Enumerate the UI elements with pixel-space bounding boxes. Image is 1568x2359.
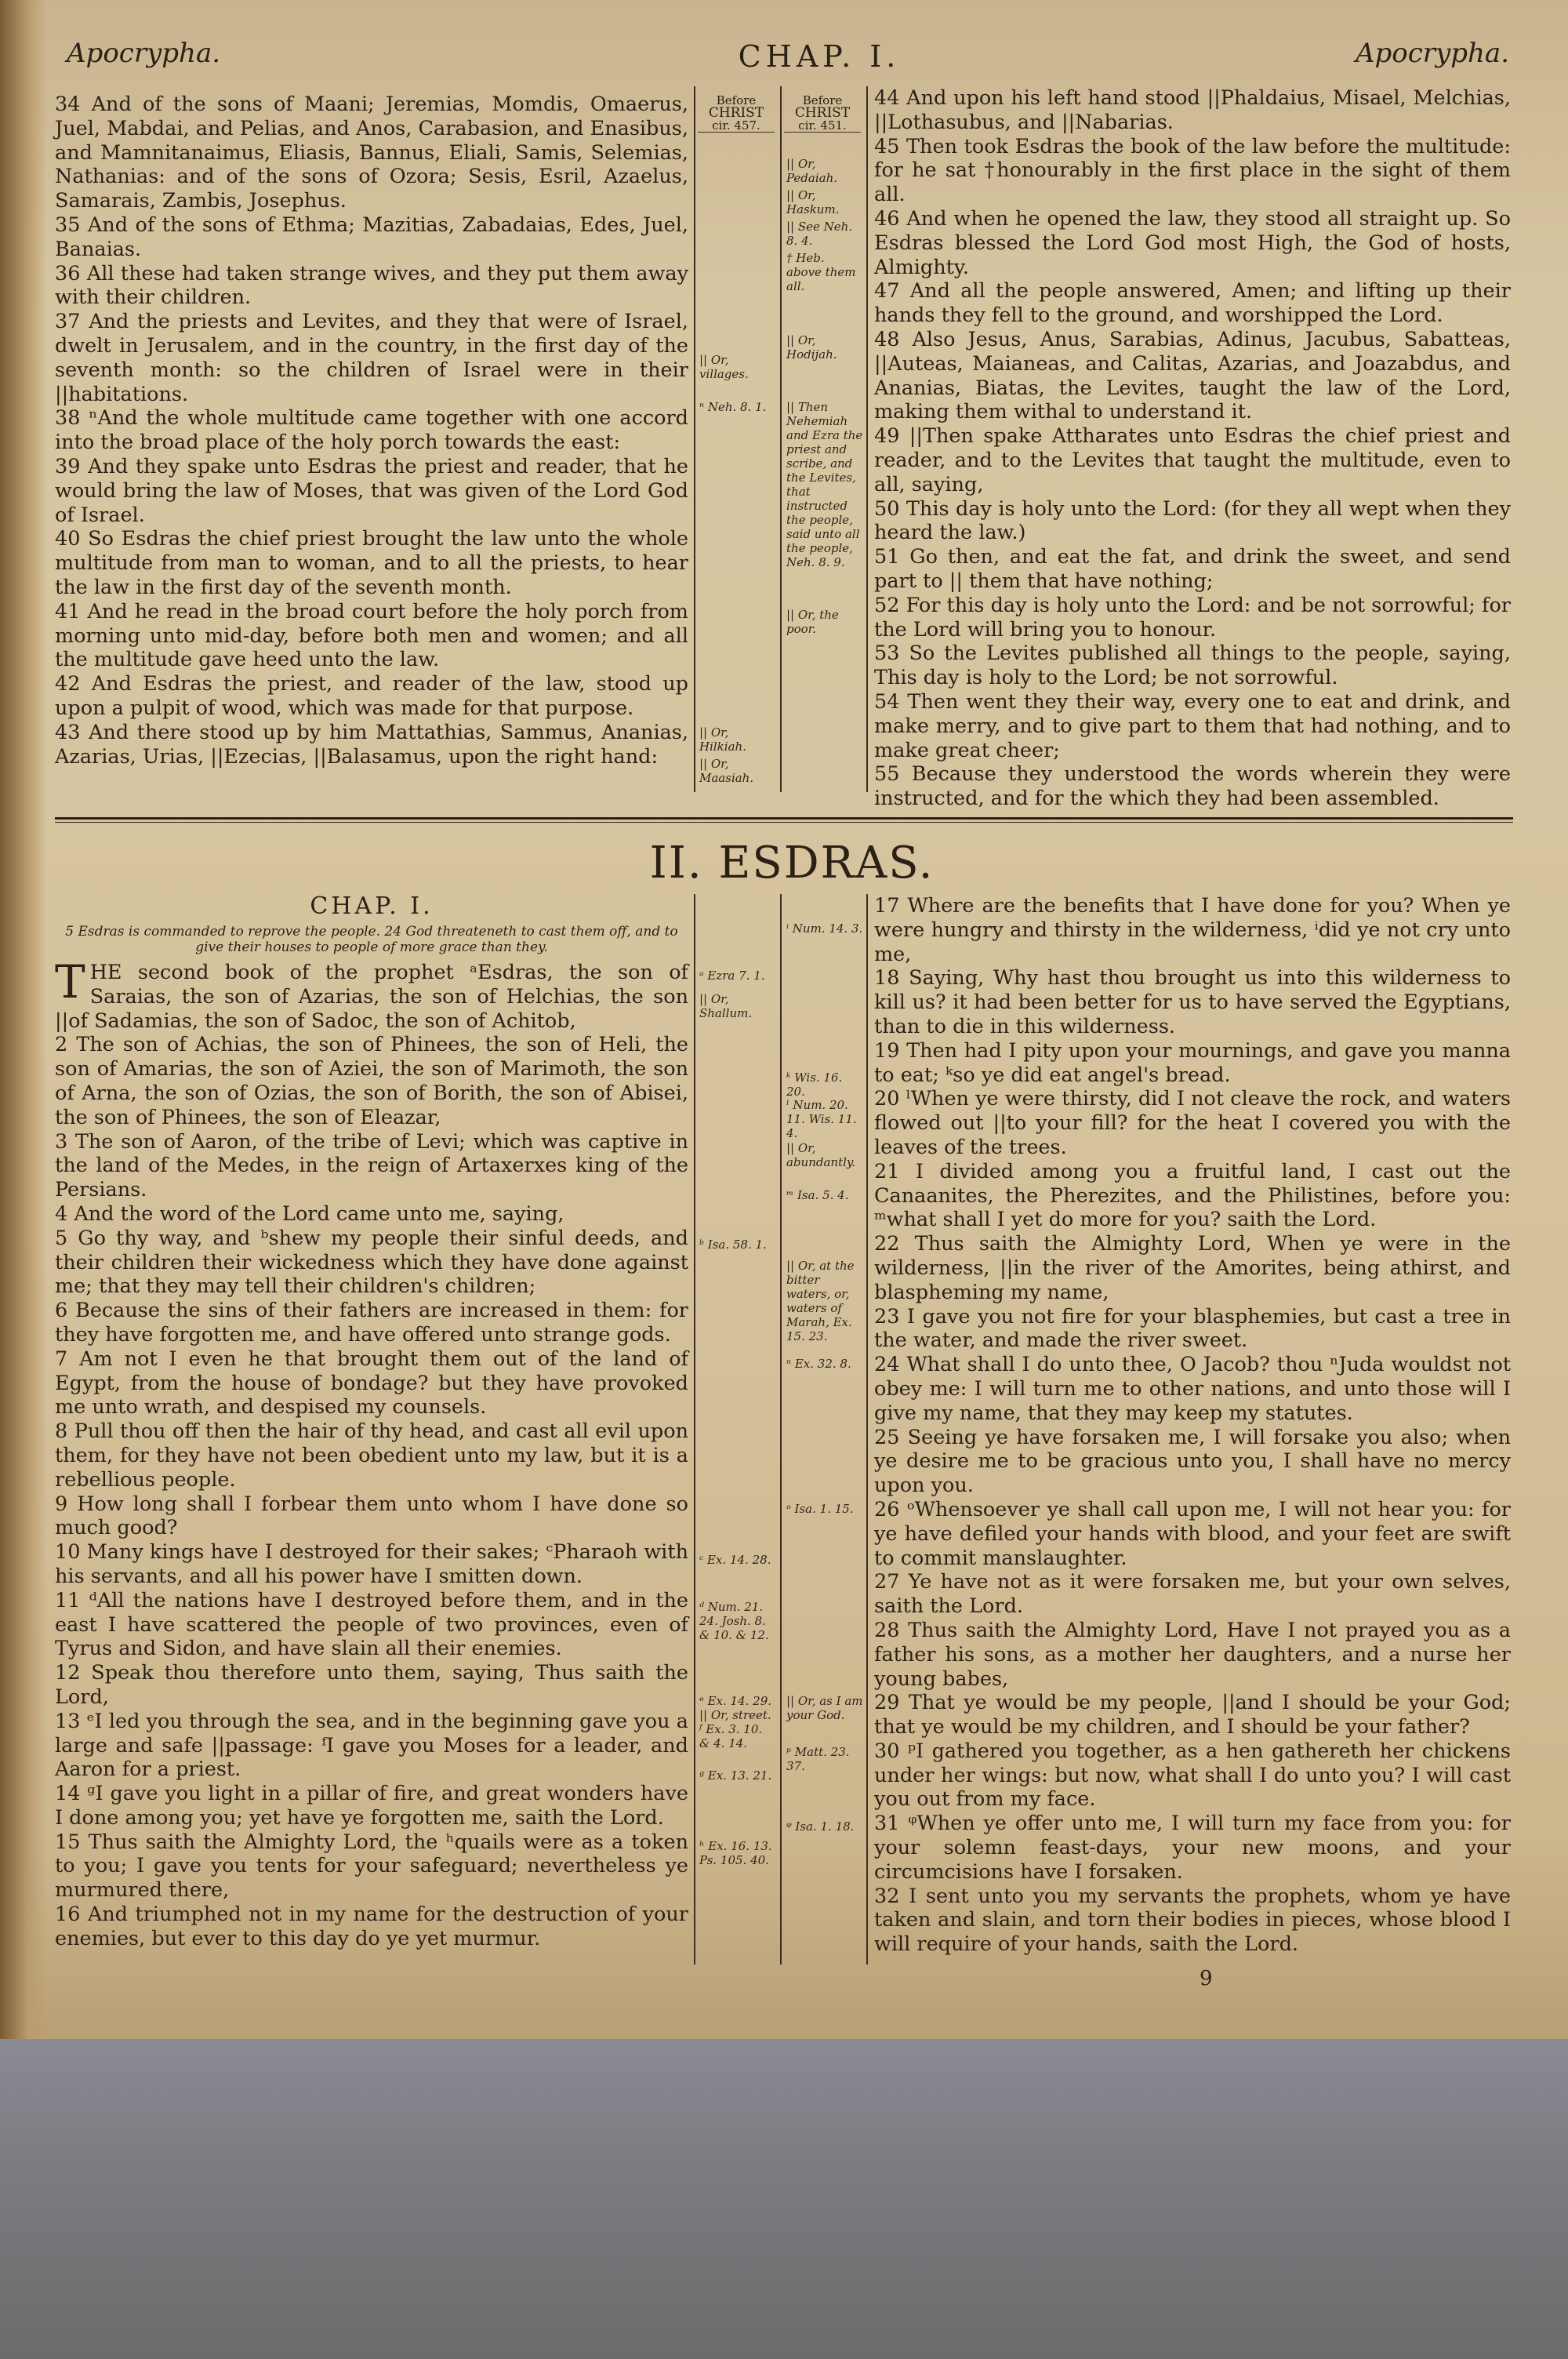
verse: 7 Am not I even he that brought them out of the land of Egypt, from the house of bondage? but they have provoked me unto wrath, and despised my counsels. xyxy=(55,1347,688,1419)
verse: 3 The son of Aaron, of the tribe of Levi; which was captive in the land of the Medes, in the reign of Artaxerxes king of the Persians. xyxy=(55,1129,688,1202)
column-rule xyxy=(866,86,868,792)
verse: 6 Because the sins of their fathers are increased in them: for they have forgotten me, and have offered unto strange gods. xyxy=(55,1299,688,1347)
verse: 4 And the word of the Lord came unto me, saying, xyxy=(55,1201,564,1226)
margin-note: ᵒ Isa. 1. 15. xyxy=(786,1502,854,1516)
section-divider xyxy=(55,822,1513,823)
verse: 18 Saying, Why hast thou brought us into this wilderness to kill us? it had been better for us to have served the Egyptians, than to die in this wilderness. xyxy=(874,966,1511,1038)
background-surface xyxy=(0,2039,1568,2359)
column-rule xyxy=(780,86,782,792)
margin-note: ⁿ Neh. 8. 1. xyxy=(699,400,767,414)
margin-note: || Then Nehemiah and Ezra the priest and scribe, and the Levites, that instructed the people, said unto all the people, Neh. 8. 9. xyxy=(786,400,863,569)
verse: 49 ||Then spake Attharates unto Esdras the chief priest and reader, and to the Levites that taught the multitude, even to all, saying, xyxy=(874,424,1511,496)
margin-note: ᵖ Matt. 23. 37. xyxy=(786,1745,850,1773)
verse: 8 Pull thou off then the hair of thy head, and cast all evil upon them, for they have not been obedient unto my law, but it is a rebellious people. xyxy=(55,1419,688,1492)
margin-note: ⁱ Num. 14. 3. xyxy=(786,921,863,936)
chapter-heading: CHAP. I. xyxy=(310,892,434,920)
section-divider xyxy=(55,817,1513,820)
verse: 52 For this day is holy unto the Lord: and be not sorrowful; for the Lord will bring you to honour. xyxy=(874,593,1511,642)
verse: 2 The son of Achias, the son of Phinees, the son of Heli, the son of Amarias, the son of Aziei, the son of Marimoth, the son of Arna, the son of Ozias, the son of Borith, the son of Abisei, the son of Phinees, the son of Eleazar, xyxy=(55,1033,688,1129)
margin-note: † Heb. above them all. xyxy=(786,251,856,293)
book-title: II. ESDRAS. xyxy=(649,838,935,889)
verse: 24 What shall I do unto thee, O Jacob? thou ⁿJuda wouldst not obey me: I will turn me to other nations, and unto those will I give my name, that they may keep my statutes. xyxy=(874,1353,1511,1425)
bottom-left-text-column xyxy=(55,955,688,1965)
verse: 15 Thus saith the Almighty Lord, the ʰquails were as a token to you; I gave you tents for your safeguard; nevertheless ye murmured there, xyxy=(55,1830,688,1903)
bottom-right-text-column xyxy=(874,894,1511,1965)
verse: 23 I gave you not fire for your blasphemies, but cast a tree in the water, and made the river sweet. xyxy=(874,1304,1511,1353)
verse: 28 Thus saith the Almighty Lord, Have I not prayed you as a father his sons, as a mother her daughters, and a nurse her young babes, xyxy=(874,1618,1511,1691)
margin-note: ʰ Ex. 16. 13. Ps. 105. 40. xyxy=(699,1839,772,1867)
chapter-title-top: CHAP. I. xyxy=(738,39,901,74)
page-number: 9 xyxy=(1200,1967,1213,1990)
margin-note: ⁿ Ex. 32. 8. xyxy=(786,1357,851,1371)
verse: 50 This day is holy unto the Lord: (for they all wept when they heard the law.) xyxy=(874,496,1511,545)
page-gutter-shadow xyxy=(0,0,47,2039)
margin-note: || Or, at the bitter waters, or, waters of Marah, Ex. 15. 23. xyxy=(786,1259,855,1343)
running-head-right: Apocrypha. xyxy=(1355,38,1509,69)
date-box-right: Before CHRIST cir. 451. xyxy=(784,94,861,133)
margin-note: || Or, Shallum. xyxy=(699,992,753,1020)
verse: 21 I divided among you a fruitful land, I cast out the Canaanites, the Pherezites, and the Philistines, before you: ᵐwhat shall I yet do more for you? saith the Lord. xyxy=(874,1159,1511,1232)
verse: 55 Because they understood the words wherein they were instructed, and for the which they had been assembled. xyxy=(874,762,1511,811)
verse: 41 And he read in the broad court before the holy porch from morning unto mid-day, before both men and women; and all the multitude gave heed unto the law. xyxy=(55,599,688,672)
verse: 44 And upon his left hand stood ||Phaldaius, Misael, Melchias, ||Lothasubus, and ||Nabarias. xyxy=(874,86,1511,134)
verse: 16 And triumphed not in my name for the destruction of your enemies, but ever to this day do ye yet murmur. xyxy=(55,1903,688,1950)
margin-note: || Or, as I am your God. xyxy=(786,1694,863,1722)
margin-note: || Or, Haskum. xyxy=(786,188,840,216)
verse: 10 Many kings have I destroyed for their sakes; ᶜPharaoh with his servants, and all his power have I smitten down. xyxy=(55,1540,688,1588)
margin-note: ᵐ Isa. 5. 4. xyxy=(786,1188,849,1202)
verse: 22 Thus saith the Almighty Lord, When ye were in the wilderness, ||in the river of the Amorites, being athirst, and blaspheming my name, xyxy=(874,1232,1511,1304)
margin-note: ᵉ Ex. 14. 29. || Or, street. ᶠ Ex. 3. 10. & 4. 14. xyxy=(699,1694,771,1750)
margin-note: || Or, Maasiah. xyxy=(699,757,754,785)
margin-note: ᵍ Ex. 13. 21. xyxy=(699,1768,772,1783)
verse: 9 How long shall I forbear them unto whom I have done so much good? xyxy=(55,1492,688,1540)
margin-note: ᵏ Wis. 16. 20. xyxy=(786,1070,843,1099)
verse: 20 ˡWhen ye were thirsty, did I not cleave the rock, and waters flowed out ||to your fill? for the heat I covered you with the leaves of the trees. xyxy=(874,1087,1511,1159)
margin-note: ᵈ Num. 21. 24. Josh. 8. & 10. & 12. xyxy=(699,1600,769,1642)
verse: 19 Then had I pity upon your mournings, and gave you manna to eat; ᵏso ye did eat angel's bread. xyxy=(874,1038,1511,1087)
column-rule xyxy=(866,894,868,1965)
verse: THE second book of the prophet ᵃEsdras, the son of Saraias, the son of Azarias, the son of Helchias, the son ||of Sadamias, the son of Sadoc, the son of Achitob, xyxy=(55,955,688,1033)
margin-note: || Or, abundantly. xyxy=(786,1141,856,1169)
margin-note: ᵠ Isa. 1. 18. xyxy=(786,1819,855,1834)
verse: 43 And there stood up by him Mattathias, Sammus, Ananias, Azarias, Urias, ||Ezecias, ||Balasamus, upon the right hand: xyxy=(55,720,688,769)
column-rule xyxy=(694,894,695,1965)
verse: 30 ᵖI gathered you together, as a hen gathereth her chickens under her wings: but now, what shall I do unto you? I will cast you out from my face. xyxy=(874,1739,1511,1812)
verse: 38 ⁿAnd the whole multitude came together with one accord into the broad place of the holy porch towards the east: xyxy=(55,406,688,455)
margin-note: ᶜ Ex. 14. 28. xyxy=(699,1553,771,1567)
verse: 36 All these had taken strange wives, and they put them away with their children. xyxy=(55,261,688,310)
verse: 54 Then went they their way, every one to eat and drink, and make merry, and to give part to them that had nothing, and to make great cheer; xyxy=(874,689,1511,762)
margin-note: || See Neh. 8. 4. xyxy=(786,220,853,248)
margin-note: ᵇ Isa. 58. 1. xyxy=(699,1238,767,1252)
verse: 47 And all the people answered, Amen; and lifting up their hands they fell to the ground, and worshipped the Lord. xyxy=(874,279,1511,328)
verse: 48 Also Jesus, Anus, Sarabias, Adinus, Jacubus, Sabatteas, ||Auteas, Maianeas, and Calitas, Azarias, and Joazabdus, and Ananias, Biatas, the Levites, taught the law of the Lord, making them withal to understand it. xyxy=(874,327,1511,424)
verse: 5 Go thy way, and ᵇshew my people their sinful deeds, and their children their wickedness which they have done against me; that they may tell their children's children; xyxy=(55,1226,688,1299)
margin-note: ˡ Num. 20. 11. Wis. 11. 4. xyxy=(786,1098,857,1140)
verse: 42 And Esdras the priest, and reader of the law, stood up upon a pulpit of wood, which was made for that purpose. xyxy=(55,672,688,720)
verse: 26 ᵒWhensoever ye shall call upon me, I will not hear you: for ye have defiled your hands with blood, and your feet are swift to commit manslaughter. xyxy=(874,1497,1511,1570)
verse: 31 ᵠWhen ye offer unto me, I will turn my face from you: for your solemn feast-days, your new moons, and your circumcisions have I forsaken. xyxy=(874,1812,1511,1884)
column-rule xyxy=(780,894,782,1965)
column-rule xyxy=(694,86,695,792)
margin-note: || Or, Pedaiah. xyxy=(786,157,838,185)
verse: 32 I sent unto you my servants the prophets, whom ye have taken and slain, and torn their bodies in pieces, whose blood I will require of your hands, saith the Lord. xyxy=(874,1884,1511,1957)
verse: 37 And the priests and Levites, and they that were of Israel, dwelt in Jerusalem, and in the country, in the first day of the seventh month: so the children of Israel were in their ||habitations. xyxy=(55,310,688,406)
verse: 14 ᵍI gave you light in a pillar of fire, and great wonders have I done among you; yet have ye forgotten me, saith the Lord. xyxy=(55,1782,688,1830)
verse: 53 So the Levites published all things to the people, saying, This day is holy to the Lord; be not sorrowful. xyxy=(874,642,1511,690)
margin-note: ᵃ Ezra 7. 1. xyxy=(699,969,765,983)
verse: 46 And when he opened the law, they stood all straight up. So Esdras blessed the Lord God most High, the God of hosts, Almighty. xyxy=(874,206,1511,279)
margin-note: || Or, Hodijah. xyxy=(786,333,837,362)
verse: 35 And of the sons of Ethma; Mazitias, Zabadaias, Edes, Juel, Banaias. xyxy=(55,213,688,261)
margin-note: || Or, Hilkiah. xyxy=(699,725,746,754)
verse: 12 Speak thou therefore unto them, saying, Thus saith the Lord, xyxy=(55,1661,688,1709)
verse: 11 ᵈAll the nations have I destroyed before them, and in the east I have scattered the people of two provinces, even of Tyrus and Sidon, and have slain all their enemies. xyxy=(55,1588,688,1661)
top-left-text-column xyxy=(55,93,688,798)
verse: 17 Where are the benefits that I have done for you? When ye were hungry and thirsty in the wilderness, ⁱdid ye not cry unto me, xyxy=(874,894,1511,966)
top-right-text-column xyxy=(874,86,1511,811)
verse: 39 And they spake unto Esdras the priest and reader, that he would bring the law of Moses, that was given of the Lord God of Israel. xyxy=(55,454,688,527)
verse: 45 Then took Esdras the book of the law before the multitude: for he sat †honourably in the first place in the sight of them all. xyxy=(874,134,1511,207)
drop-cap: T xyxy=(55,955,85,1009)
verse: 27 Ye have not as it were forsaken me, but your own selves, saith the Lord. xyxy=(874,1570,1511,1619)
verse: 40 So Esdras the chief priest brought the law unto the whole multitude from man to woman, and to all the priests, to hear the law in the first day of the seventh month. xyxy=(55,527,688,599)
running-head-left: Apocrypha. xyxy=(67,38,221,69)
verse: 51 Go then, and eat the fat, and drink the sweet, and send part to || them that have nothing; xyxy=(874,545,1511,593)
verse: 34 And of the sons of Maani; Jeremias, Momdis, Omaerus, Juel, Mabdai, and Pelias, and Anos, Carabasion, and Enasibus, and Mamnitanaimus, Eliasis, Bannus, Eliali, Samis, Selemias, Nathanias: and of the sons of Ozora; Sesis, Esril, Azaelus, Samarais, Zambis, Josephus. xyxy=(55,93,688,213)
date-box-left: Before CHRIST cir. 457. xyxy=(698,94,775,133)
chapter-summary: 5 Esdras is commanded to reprove the people. 24 God threateneth to cast them off, and to give their houses to people of more grace than they. xyxy=(65,924,678,955)
verse: 25 Seeing ye have forsaken me, I will forsake you also; when ye desire me to be gracious unto you, I shall have no mercy upon you. xyxy=(874,1425,1511,1498)
verse: 29 That ye would be my people, ||and I should be your God; that ye would be my children, and I should be your father? xyxy=(874,1691,1511,1739)
verse: 13 ᵉI led you through the sea, and in the beginning gave you a large and safe ||passage: ᶠI gave you Moses for a leader, and Aaron for a priest. xyxy=(55,1709,688,1782)
margin-note: || Or, the poor. xyxy=(786,608,839,636)
margin-note: || Or, villages. xyxy=(699,353,749,381)
